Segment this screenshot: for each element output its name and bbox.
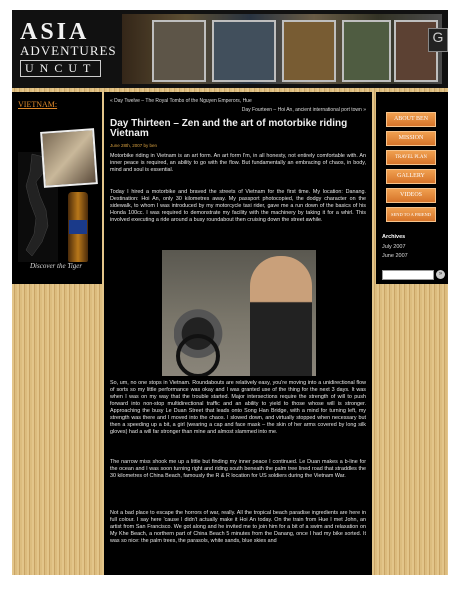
next-post-link[interactable]: Day Fourteen – Hoi An, ancient international port town »	[241, 107, 366, 113]
post-photo-motorbike[interactable]	[162, 250, 316, 376]
travel-plan-button[interactable]: TRAVEL PLAN	[386, 150, 436, 165]
logo-text-adventures: ADVENTURES	[20, 43, 117, 58]
motorbike-wheel	[176, 334, 220, 376]
left-sidebar	[12, 92, 102, 284]
right-sidebar	[376, 92, 448, 284]
header-photo-collage	[122, 14, 442, 84]
vietnam-link[interactable]: VIETNAM:	[18, 100, 58, 109]
send-to-friend-button[interactable]: SEND TO A FRIEND	[386, 207, 436, 222]
person-shape	[250, 256, 312, 376]
search-input[interactable]	[382, 270, 434, 280]
post-paragraph: The narrow miss shook me up a little but finding my inner peace I continued. Le Duan makes a b-line for the ocean and I was soon turning right and riding south beneath the palm tree lined road that straddles the 30 kilometres of China Beach, famously the R & R location for US soldiers during the Vietnam War.	[110, 459, 366, 479]
prev-post-link[interactable]: « Day Twelve – The Royal Tombs of the Nguyen Emperors, Hue	[110, 98, 252, 104]
header-search-tab[interactable]: G	[428, 28, 448, 52]
site-header	[12, 10, 448, 88]
collage-photo	[152, 20, 206, 82]
about-ben-button[interactable]: ABOUT BEN	[386, 112, 436, 127]
gallery-button[interactable]: GALLERY	[386, 169, 436, 184]
search-go-button[interactable]: »	[436, 270, 445, 279]
post-paragraph: So, um, no one stops in Vietnam. Roundabouts are relatively easy, you're moving into a unidirectional flow of sorts so my little performance was okay and I was granted use of the thing for the next 3 days. It was when I was on my way that the trouble started. Major intersections require the strength of will to push forward into non-stop multidirectional traffic and an ability to yield to those whose will is stronger. Approaching the busy Le Duan Street that leads onto Song Han Bridge, with a mind for turning left, my strength was there and I moved into the chaos. I slowed down, and virtually stopped when necessary but then a speeding up a bit, a girl (wearing a cap and face mask – the skin of her arms covered by long silk gloves) had a will far stronger than mine and almost slammed into me.	[110, 380, 366, 435]
post-paragraph: Today I hired a motorbike and braved the streets of Vietnam for the first time. My location: Danang. Destination: Hoi An, only 30 kilometres away. My passport photocopied, the dodgy character on the sidewalk, to whom I was introduced by my motorcycle taxi rider, gave me a run down of the basics of his Honda 100cc. I was required to demonstrate my facility with the machinery by taking it for a whirl. This involved executing a ride around a busy roundabout then cruising down the street awhile.	[110, 189, 366, 223]
post-date: June 28th, 2007 by ben	[110, 143, 158, 148]
post-title[interactable]: Day Thirteen – Zen and the art of motorbike riding Vietnam	[110, 118, 348, 139]
collage-photo	[212, 20, 276, 82]
collage-photo	[282, 20, 336, 82]
archive-link-july-2007[interactable]: July 2007	[382, 244, 406, 250]
mission-button[interactable]: MISSION	[386, 131, 436, 146]
tiger-beer-bottle	[68, 192, 88, 262]
archive-link-june-2007[interactable]: June 2007	[382, 253, 408, 259]
collage-photo	[342, 20, 391, 82]
archives-heading: Archives	[382, 234, 406, 240]
logo-text-uncut: UNCUT	[20, 60, 101, 77]
post-paragraph: Not a bad place to escape the horrors of war, really. All the tropical beach paradise ingredients are here in full colour. I say here 'cause I didn't actually make it Hoi An today. On the train from Hue I met John, an artist from San Francisco. We got along and he invited me to join him for a bit of a swim and relaxation on My Khe Beach, a northern part of China Beach 5 minutes from the Danang, once I had my bike sorted. It was so nice: the palm trees, the parasols, white sands, blue skies and	[110, 510, 366, 544]
post-content	[104, 92, 372, 575]
site-logo[interactable]	[20, 20, 130, 80]
videos-button[interactable]: VIDEOS	[386, 188, 436, 203]
author-photo	[40, 128, 98, 188]
logo-text-asia: ASIA	[20, 19, 90, 45]
page-background	[12, 10, 448, 575]
post-paragraph: Motorbike riding in Vietnam is an art form. An art form I'm, in all honesty, not entirely comfortable with. An inner peace is required, an ability to go with the flow. But fundamentally an embracing of chaos, in body, mind and soul is essential.	[110, 153, 366, 173]
discover-tiger-promo: Discover the Tiger	[30, 262, 83, 270]
